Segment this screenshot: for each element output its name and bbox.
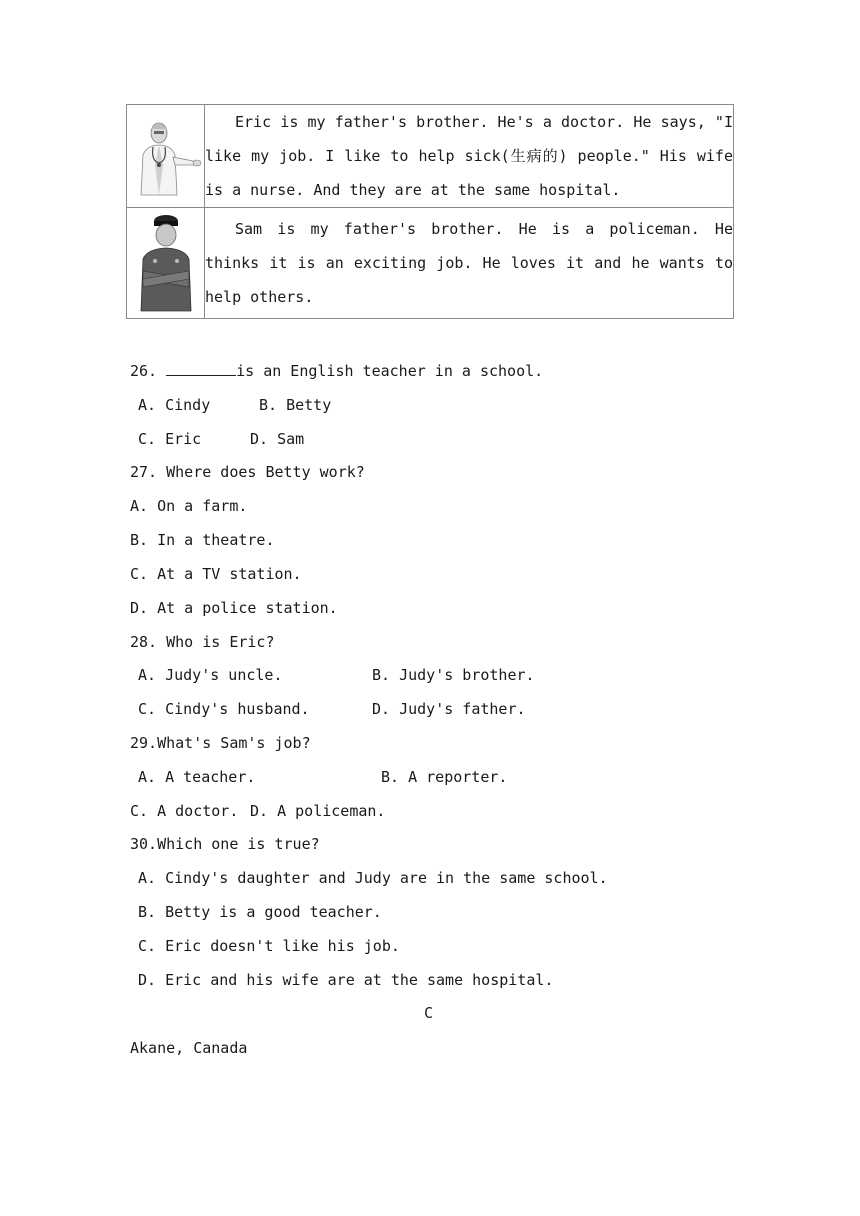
policeman-description: Sam is my father's brother. He is a policeman. He thinks it is an exciting job. He loves it and he wants to help others. [205, 208, 734, 319]
option-b: B. Judy's brother. [372, 666, 535, 684]
option-b: B. Betty [259, 396, 332, 414]
question-28: 28. Who is Eric? [130, 633, 275, 651]
section-label: C [424, 1004, 434, 1022]
option-d: D. At a police station. [130, 599, 338, 617]
doctor-illustration-icon [129, 115, 203, 197]
option-d: D. Judy's father. [372, 700, 526, 718]
option-d: D. Sam [250, 430, 305, 448]
question-number: 26. [130, 362, 158, 380]
option-d: D. Eric and his wife are at the same hospital. [138, 971, 554, 989]
question-stem: is an English teacher in a school. [236, 362, 544, 380]
table-row [127, 105, 734, 208]
question-30: 30.Which one is true? [130, 835, 320, 853]
question-27: 27. Where does Betty work? [130, 463, 365, 481]
option-a: A. Judy's uncle. [138, 666, 283, 684]
option-b: B. In a theatre. [130, 531, 275, 549]
option-a: A. On a farm. [130, 497, 248, 515]
option-a: A. A teacher. [138, 768, 256, 786]
option-c: C. Cindy's husband. [138, 700, 310, 718]
policeman-illustration-icon [133, 213, 199, 313]
option-a: A. Cindy's daughter and Judy are in the same school. [138, 869, 608, 887]
policeman-picture-cell [127, 208, 205, 319]
option-b: B. A reporter. [381, 768, 508, 786]
option-b: B. Betty is a good teacher. [138, 903, 382, 921]
option-c: C. A doctor. [130, 802, 239, 820]
passage-first-line: Akane, Canada [130, 1039, 248, 1057]
answer-blank [166, 361, 236, 376]
doctor-picture-cell [127, 105, 205, 208]
doctor-description: Eric is my father's brother. He's a doctor. He says, "I like my job. I like to help sick(生病的) people." His wife is a nurse. And they are at the same hospital. [205, 105, 734, 208]
option-a: A. Cindy [138, 396, 211, 414]
option-d: D. A policeman. [250, 802, 386, 820]
table-row [127, 208, 734, 319]
option-c: C. Eric [138, 430, 202, 448]
character-table [126, 104, 734, 319]
question-29: 29.What's Sam's job? [130, 734, 311, 752]
option-c: C. Eric doesn't like his job. [138, 937, 400, 955]
option-c: C. At a TV station. [130, 565, 302, 583]
question-26 [130, 361, 543, 381]
